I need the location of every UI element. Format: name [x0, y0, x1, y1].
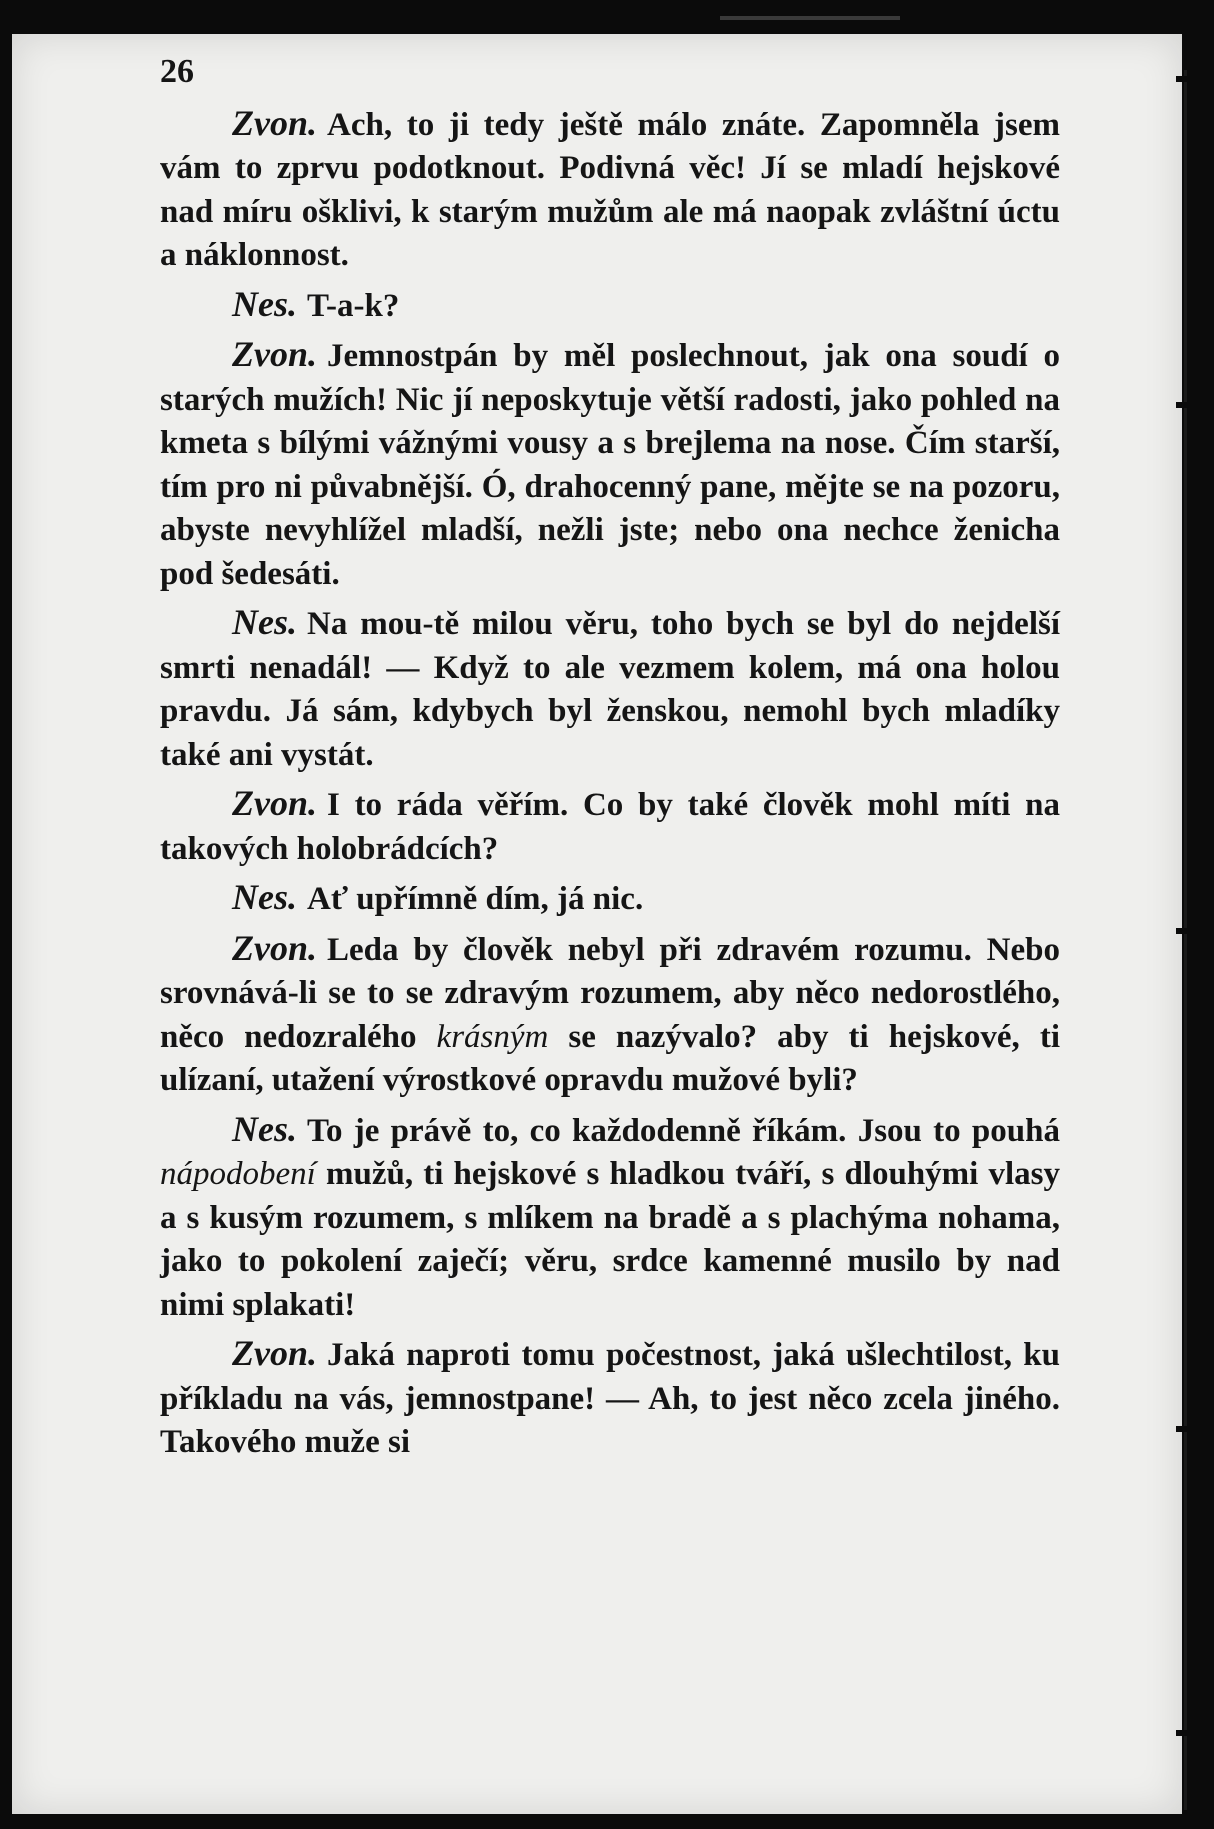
binding-edge: [1184, 70, 1187, 1810]
dialogue-paragraph: [160, 1332, 1060, 1465]
speaker-name: Nes.: [232, 1108, 297, 1149]
speaker-name: Zvon.: [232, 1333, 317, 1373]
dialogue-text: Leda by člověk nebyl při zdravém rozumu. Nebo srovnává-li se to se zdravým rozumem, aby něco nedorostlého, něco nedozralého: [160, 931, 1060, 1055]
dialogue-paragraph: [160, 782, 1060, 871]
dialogue-paragraph: [160, 333, 1060, 596]
page-number: 26: [160, 53, 194, 90]
speaker-name: Zvon.: [232, 927, 317, 968]
dialogue-text: Na mou-tě milou věru, toho bych se byl do nejdelší smrti nenadál! — Když to ale vezmem kolem, má ona holou pravdu. Já sám, kdybych byl ženskou, nemohl bych mladíky také ani vystát.: [160, 606, 1060, 773]
dialogue-text: Jaká naproti tomu počestnost, jaká ušlechtilost, ku příkladu na vás, jemnostpane! — Ah, to jest něco zcela jiného. Takového muže si: [160, 1337, 1060, 1460]
edge-tick: [1176, 1730, 1200, 1736]
dialogue-text: mužů, ti hejskové s hladkou tváří, s dlouhými vlasy a s kusým rozumem, s mlíkem na bradě a s plachýma nohama, jako to pokolení zaječí; věru, srdce kamenné musilo by nad nimi splakati!: [160, 1156, 1060, 1323]
dialogue-paragraph: [160, 283, 1060, 329]
dialogue-paragraph: [160, 601, 1060, 777]
speaker-name: Zvon.: [232, 102, 317, 143]
page-text: [160, 50, 1060, 1470]
emphasized-word: nápodobení: [160, 1156, 316, 1192]
edge-tick: [1176, 76, 1200, 82]
speaker-name: Nes.: [232, 283, 297, 324]
dialogue-text: Jemnostpán by měl poslechnout, jak ona soudí o starých mužích! Nic jí neposkytuje větší radosti, jako pohled na kmeta s bílými vážnými vousy a s brejlema na nose. Čím starší, tím pro ni půvabnější. Ó, drahocenný pane, mějte se na pozoru, abyste nevyhlížel mladší, nežli jste; nebo ona nechce ženicha pod šedesáti.: [160, 338, 1060, 592]
dialogue-text: Ach, to ji tedy ještě málo znáte. Zapomněla jsem vám to zprvu podotknout. Podivná věc! Jí se mladí hejskové nad míru ošklivi, k starým mužům ale má naopak zvláštní úctu a náklonnost.: [160, 106, 1060, 273]
speaker-name: Nes.: [232, 877, 297, 917]
edge-tick: [1176, 1426, 1200, 1432]
speaker-name: Zvon.: [232, 783, 317, 823]
dialogue-text: T-a-k?: [307, 287, 400, 324]
edge-tick: [1176, 402, 1200, 408]
dialogue-text: se nazývalo? aby ti hejskové, ti ulízaní, utažení výrostkové opravdu mužové byli?: [160, 1018, 1060, 1098]
speaker-name: Zvon.: [232, 334, 317, 374]
dialogue-text: I to ráda věřím. Co by také člověk mohl míti na takových holobrádcích?: [160, 787, 1060, 867]
page-edge-mark: [720, 16, 900, 20]
dialogue-paragraph: [160, 876, 1060, 922]
edge-tick: [1176, 928, 1200, 934]
emphasized-word: krásným: [436, 1018, 549, 1055]
dialogue-text: To je právě to, co každodenně říkám. Jsou to pouhá: [307, 1112, 1060, 1149]
dialogue-text: Ať upřímně dím, já nic.: [307, 881, 644, 917]
dialogue-paragraph: [160, 927, 1060, 1103]
dialogue-paragraph: [160, 1108, 1060, 1328]
dialogue-paragraph: [160, 102, 1060, 278]
speaker-name: Nes.: [232, 602, 297, 642]
